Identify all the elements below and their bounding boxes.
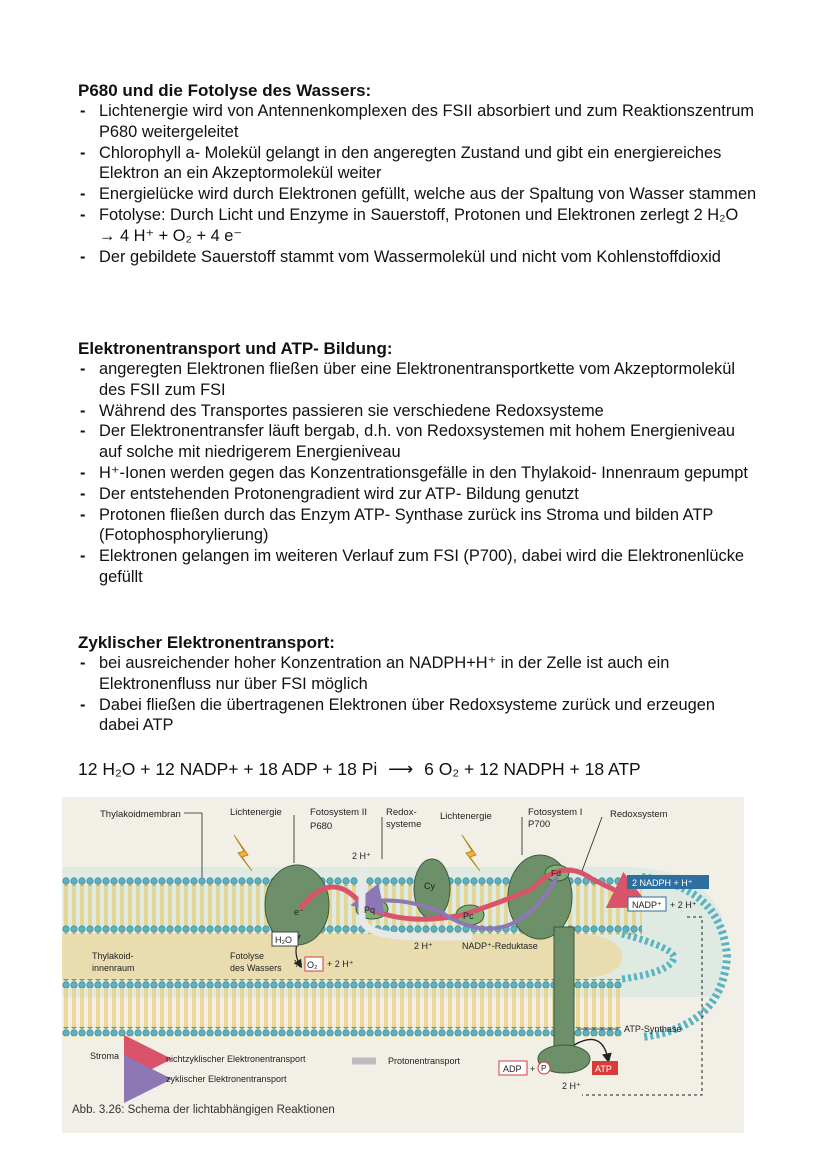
label-half: ½ [294, 959, 303, 970]
bullet-list [78, 359, 758, 588]
label-p680: P680 [310, 821, 333, 832]
section-heading: P680 und die Fotolyse des Wassers: [78, 81, 372, 100]
label-plus-2h-b: + 2 H⁺ [327, 959, 354, 969]
lower-membrane-heads-bottom [62, 1027, 622, 1036]
equation-left: 12 H₂O + 12 NADP+ + 18 ADP + 18 Pi [78, 759, 378, 779]
equation-arrow: ⟶ [388, 759, 414, 779]
thylakoid-lumen [62, 934, 622, 979]
section-heading: Zyklischer Elektronentransport: [78, 633, 335, 652]
label-stroma: Stroma [90, 1051, 120, 1061]
list-item: - Der entstehenden Protonengradient wird zur ATP- Bildung genutzt [78, 484, 758, 505]
section-heading: Elektronentransport und ATP- Bildung: [78, 339, 393, 358]
label-nadp: NADP⁺ [632, 900, 662, 910]
list-item: - Dabei fließen die übertragenen Elektronen über Redoxsysteme zurück und erzeugen dabei ATP [78, 695, 758, 737]
label-lichtenergie: Lichtenergie [230, 807, 282, 818]
section-fotolyse [78, 80, 758, 267]
label-thylakoid-innenraum-2: innenraum [92, 963, 135, 973]
summary-equation [78, 758, 641, 780]
lower-membrane-heads-top [62, 979, 622, 988]
legend-proton-label: Protonentransport [388, 1056, 461, 1066]
label-pq: Pq [364, 905, 376, 915]
bullet-list [78, 653, 758, 736]
list-item: - Lichtenergie wird von Antennenkomplexen des FSII absorbiert und zum Reaktionszentrum P680 weitergeleitet [78, 101, 758, 143]
label-redoxsystem: Redoxsystem [610, 809, 668, 820]
label-lichtenergie: Lichtenergie [440, 811, 492, 822]
list-item: - Protonen fließen durch das Enzym ATP- Synthase zurück ins Stroma und bilden ATP (Fotophosphorylierung) [78, 505, 758, 547]
list-item: - H⁺-Ionen werden gegen das Konzentrationsgefälle in den Thylakoid- Innenraum gepumpt [78, 463, 758, 484]
diagram-figure [62, 797, 744, 1133]
label-fotolyse-1: Fotolyse [230, 951, 265, 961]
list-item: - bei ausreichender hoher Konzentration an NADPH+H⁺ in der Zelle ist auch ein Elektronenfluss nur über FSI möglich [78, 653, 758, 695]
label-atp: ATP [595, 1064, 612, 1074]
label-pc: Pc [463, 911, 474, 921]
bullet-list [78, 101, 758, 267]
atp-synthase-stalk [554, 927, 574, 1047]
section-zyklisch [78, 632, 758, 736]
label-redox-2: systeme [386, 819, 422, 830]
equation-right: 6 O₂ + 12 NADPH + 18 ATP [424, 759, 641, 779]
label-2h-top: 2 H⁺ [352, 851, 371, 861]
label-p: P [541, 1064, 547, 1073]
light-reaction-diagram [62, 797, 744, 1133]
legend-cyclic-label: zyklischer Elektronentransport [166, 1074, 287, 1084]
label-adp: ADP [503, 1064, 522, 1074]
label-fotolyse-2: des Wassers [230, 963, 282, 973]
list-item: - angeregten Elektronen fließen über eine Elektronentransportkette vom Akzeptormolekül des FSII zum FSI [78, 359, 758, 401]
list-item: - Der Elektronentransfer läuft bergab, d.h. von Redoxsystemen mit hohem Energieniveau auf solche mit niedrigerem Energieniveau [78, 421, 758, 463]
label-atp-synthase: ATP-Synthase [624, 1024, 682, 1034]
label-o2: O₂ [307, 960, 318, 970]
list-item: - Fotolyse: Durch Licht und Enzyme in Sauerstoff, Protonen und Elektronen zerlegt 2 H₂O → 4 H⁺ + O₂ + 4 e⁻ [78, 205, 758, 247]
section-elektronentransport [78, 338, 758, 588]
list-item: - Energielücke wird durch Elektronen gefüllt, welche aus der Spaltung von Wasser stammen [78, 184, 758, 205]
label-2h-mid: 2 H⁺ [414, 941, 433, 951]
label-redox-1: Redox- [386, 807, 417, 818]
label-thylakoid-innenraum-1: Thylakoid- [92, 951, 134, 961]
label-electron: e⁻ [294, 907, 304, 917]
label-plus: + [530, 1064, 536, 1074]
label-nadph: 2 NADPH + H⁺ [632, 878, 693, 888]
list-item: - Chlorophyll a- Molekül gelangt in den angeregten Zustand und gibt ein energiereiches Elektron an ein Akzeptormolekül weiter [78, 143, 758, 185]
list-item: - Der gebildete Sauerstoff stammt vom Wassermolekül und nicht vom Kohlenstoffdioxid [78, 247, 758, 268]
list-item: - Elektronen gelangen im weiteren Verlauf zum FSI (P700), dabei wird die Elektronenlücke gefüllt [78, 546, 758, 588]
label-2h-bottom: 2 H⁺ [562, 1081, 581, 1091]
label-fotosystem-1: Fotosystem I [528, 807, 583, 818]
label-thylakoidmembran: Thylakoidmembran [100, 809, 181, 820]
label-fd: Fd [551, 868, 561, 878]
legend-noncyclic-label: nichtzyklischer Elektronentransport [166, 1054, 306, 1064]
label-p700: P700 [528, 819, 551, 830]
label-fotosystem-2: Fotosystem II [310, 807, 368, 818]
label-plus-2h: + 2 H⁺ [670, 900, 697, 910]
list-item: - Während des Transportes passieren sie verschiedene Redoxsysteme [78, 401, 758, 422]
figure-caption: Abb. 3.26: Schema der lichtabhängigen Reaktionen [72, 1104, 335, 1116]
label-nadp-reduktase: NADP⁺-Reduktase [462, 941, 538, 951]
label-h2o: H₂O [275, 935, 292, 945]
label-cy: Cy [424, 881, 435, 891]
